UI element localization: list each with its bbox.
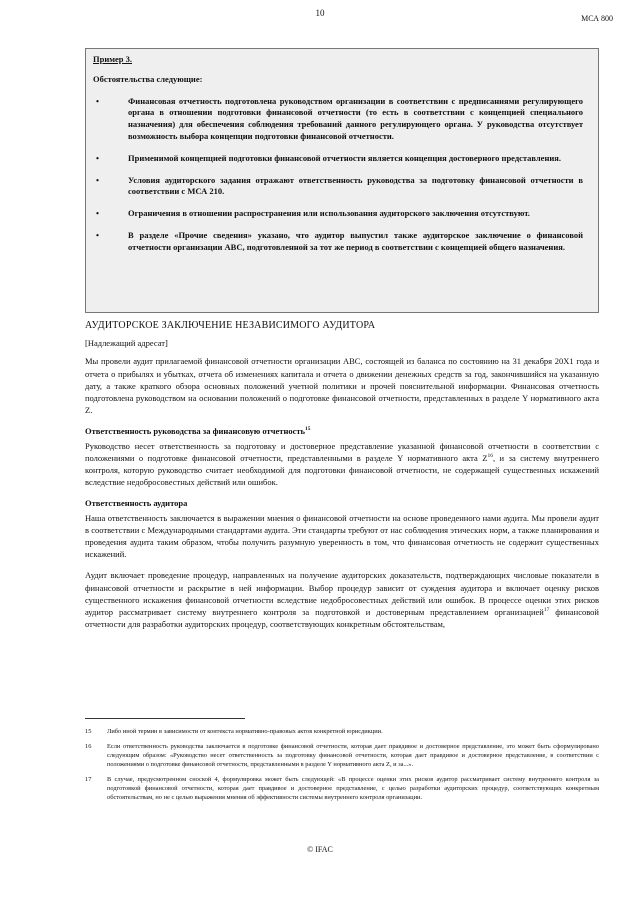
heading-text: Ответственность руководства за финансовую отчетность [85,426,306,437]
bullet-marker: • [96,95,99,106]
footnote-number: 17 [85,776,92,783]
bullet-marker: • [96,174,99,185]
footnotes [85,727,599,808]
example-bullet [93,153,591,165]
auditor-responsibility-paragraph: Наша ответственность заключается в выражении мнения о финансовой отчетности на основе проведенного нами аудита. Мы провели аудит в соответствии с Международными стандартами аудита. Эти стандарты требуют от нас соблюдения этических норм, а также планирования и проведения аудита таким образом, чтобы получить разумную уверенность в том, что финансовая отчетность не содержит существенных искажений. [85,512,599,560]
standard-code: МСА 800 [581,14,613,23]
footnote [85,742,599,769]
example-bullet [93,96,591,143]
footnote [85,775,599,802]
example-bullet [93,230,591,254]
management-responsibility-paragraph [85,440,599,489]
example-title: Пример 3. [93,54,133,64]
bullet-text: Применимой концепцией подготовки финансовой отчетности является концепция достоверного представления. [128,152,561,163]
bullet-text: Условия аудиторского задания отражают ответственность руководства за подготовку финансовой отчетности в соответствии с МСА 210. [128,174,583,197]
footnote-ref-17[interactable]: 17 [543,607,550,614]
bullet-marker: • [96,229,99,240]
bullet-text: Финансовая отчетность подготовлена руководством организации в соответствии с предписаниями регулирующего органа в отношении подготовки финансовой отчетности (то есть в соответствии с концепцией специального назначения) для обеспечения соблюдения требований данного регулирующего органа. У руководства отсутствует возможность выбора концепции подготовки финансовой отчетности. [128,95,583,141]
footnote-text: В случае, предусмотренном сноской 4, формулировка может быть следующей: «В процессе оценки этих рисков аудитор рассматривает систему внутреннего контроля за подготовкой финансовой отчетности, которая дает правдивое и достоверное представление, с целью разработки аудиторских процедур, соответствующих конкретным обстоятельствам, но не с целью выражения мнения об эффективности системы внутреннего контроля организации. [107,776,599,801]
footnote [85,727,599,736]
example-intro: Обстоятельства следующие: [93,73,203,84]
copyright-footer: © IFAC [307,845,333,854]
footnote-number: 16 [85,743,92,750]
auditor-responsibility-heading: Ответственность аудитора [85,498,188,509]
footnote-text: Либо иной термин в зависимости от контекста нормативно-правовых актов конкретной юрисдикции. [107,728,383,735]
report-addressee: [Надлежащий адресат] [85,338,168,349]
bullet-marker: • [96,208,99,219]
example-bullet [93,175,591,199]
footnote-separator [85,718,245,719]
report-title: АУДИТОРСКОЕ ЗАКЛЮЧЕНИЕ НЕЗАВИСИМОГО АУДИТОРА [85,320,376,331]
paragraph-text-continued: , и за систему внутреннего контроля, которую руководство считает необходимой для подготовки финансовой отчетности, не содержащей существенных искажений вследствие недобросовестных действий или ошибок. [85,452,599,488]
footnote-text: Если ответственность руководства заключается в подготовке финансовой отчетности, которая дает правдивое и достоверное представление, это может быть сформулировано следующим образом: «Руководство несет ответственность за подготовку финансовой отчетности, которая дает правдивое и достоверное представление, в соответствии с положениями о подготовке финансовой отчетности, представленными в разделе Y нормативного акта Z, и за...». [107,743,599,768]
example-bullet [93,208,591,220]
paragraph-text: Руководство несет ответственность за подготовку и достоверное представление указанной финансовой отчетности в соответствии с положениями о подготовке финансовой отчетности, представленными в разделе Y нормативного акта Z [85,440,599,463]
page-number: 10 [315,8,325,18]
footnote-number: 15 [85,728,92,735]
management-responsibility-heading [85,425,599,437]
paragraph-text-continued: финансовой отчетности для разработки аудиторских процедур, соответствующих конкретным обстоятельствам, [85,607,599,630]
bullet-marker: • [96,152,99,163]
intro-paragraph: Мы провели аудит прилагаемой финансовой отчетности организации ABC, состоящей из баланса по состоянию на 31 декабря 20X1 года и отчета о прибылях и убытках, отчета об изменениях капитала и отчета о движении денежных средств за год, закончившийся на указанную дату, а также краткого обзора основных положений учетной политики и прочей пояснительной информации. Финансовая отчетность подготовлена руководством на основании положений о подготовке финансовой отчетности, представленных в разделе Y нормативного акта Z. [85,356,599,416]
paragraph-text: Аудит включает проведение процедур, направленных на получение аудиторских доказательств, подтверждающих числовые показатели в финансовой отчетности и раскрытие в ней информации. Выбор процедур зависит от суждения аудитора и включает оценку рисков существенного искажения финансовой отчетности вследствие недобросовестных действий или ошибок. В процессе оценки этих рисков аудитор рассматривает систему внутреннего контроля за подготовкой и достоверным представлением организацией [85,570,599,618]
audit-procedures-paragraph [85,569,599,630]
footnote-ref-15[interactable]: 15 [305,426,311,433]
example-box [85,48,599,313]
audit-report [85,320,599,639]
footnote-ref-16[interactable]: 16 [487,453,493,459]
bullet-text: В разделе «Прочие сведения» указано, что аудитор выпустил также аудиторское заключение о финансовой отчетности организации ABC, подготовленной за тот же период в соответствии с концепцией общего назначения. [128,229,583,252]
bullet-text: Ограничения в отношении распространения или использования аудиторского заключения отсутствуют. [128,208,530,219]
